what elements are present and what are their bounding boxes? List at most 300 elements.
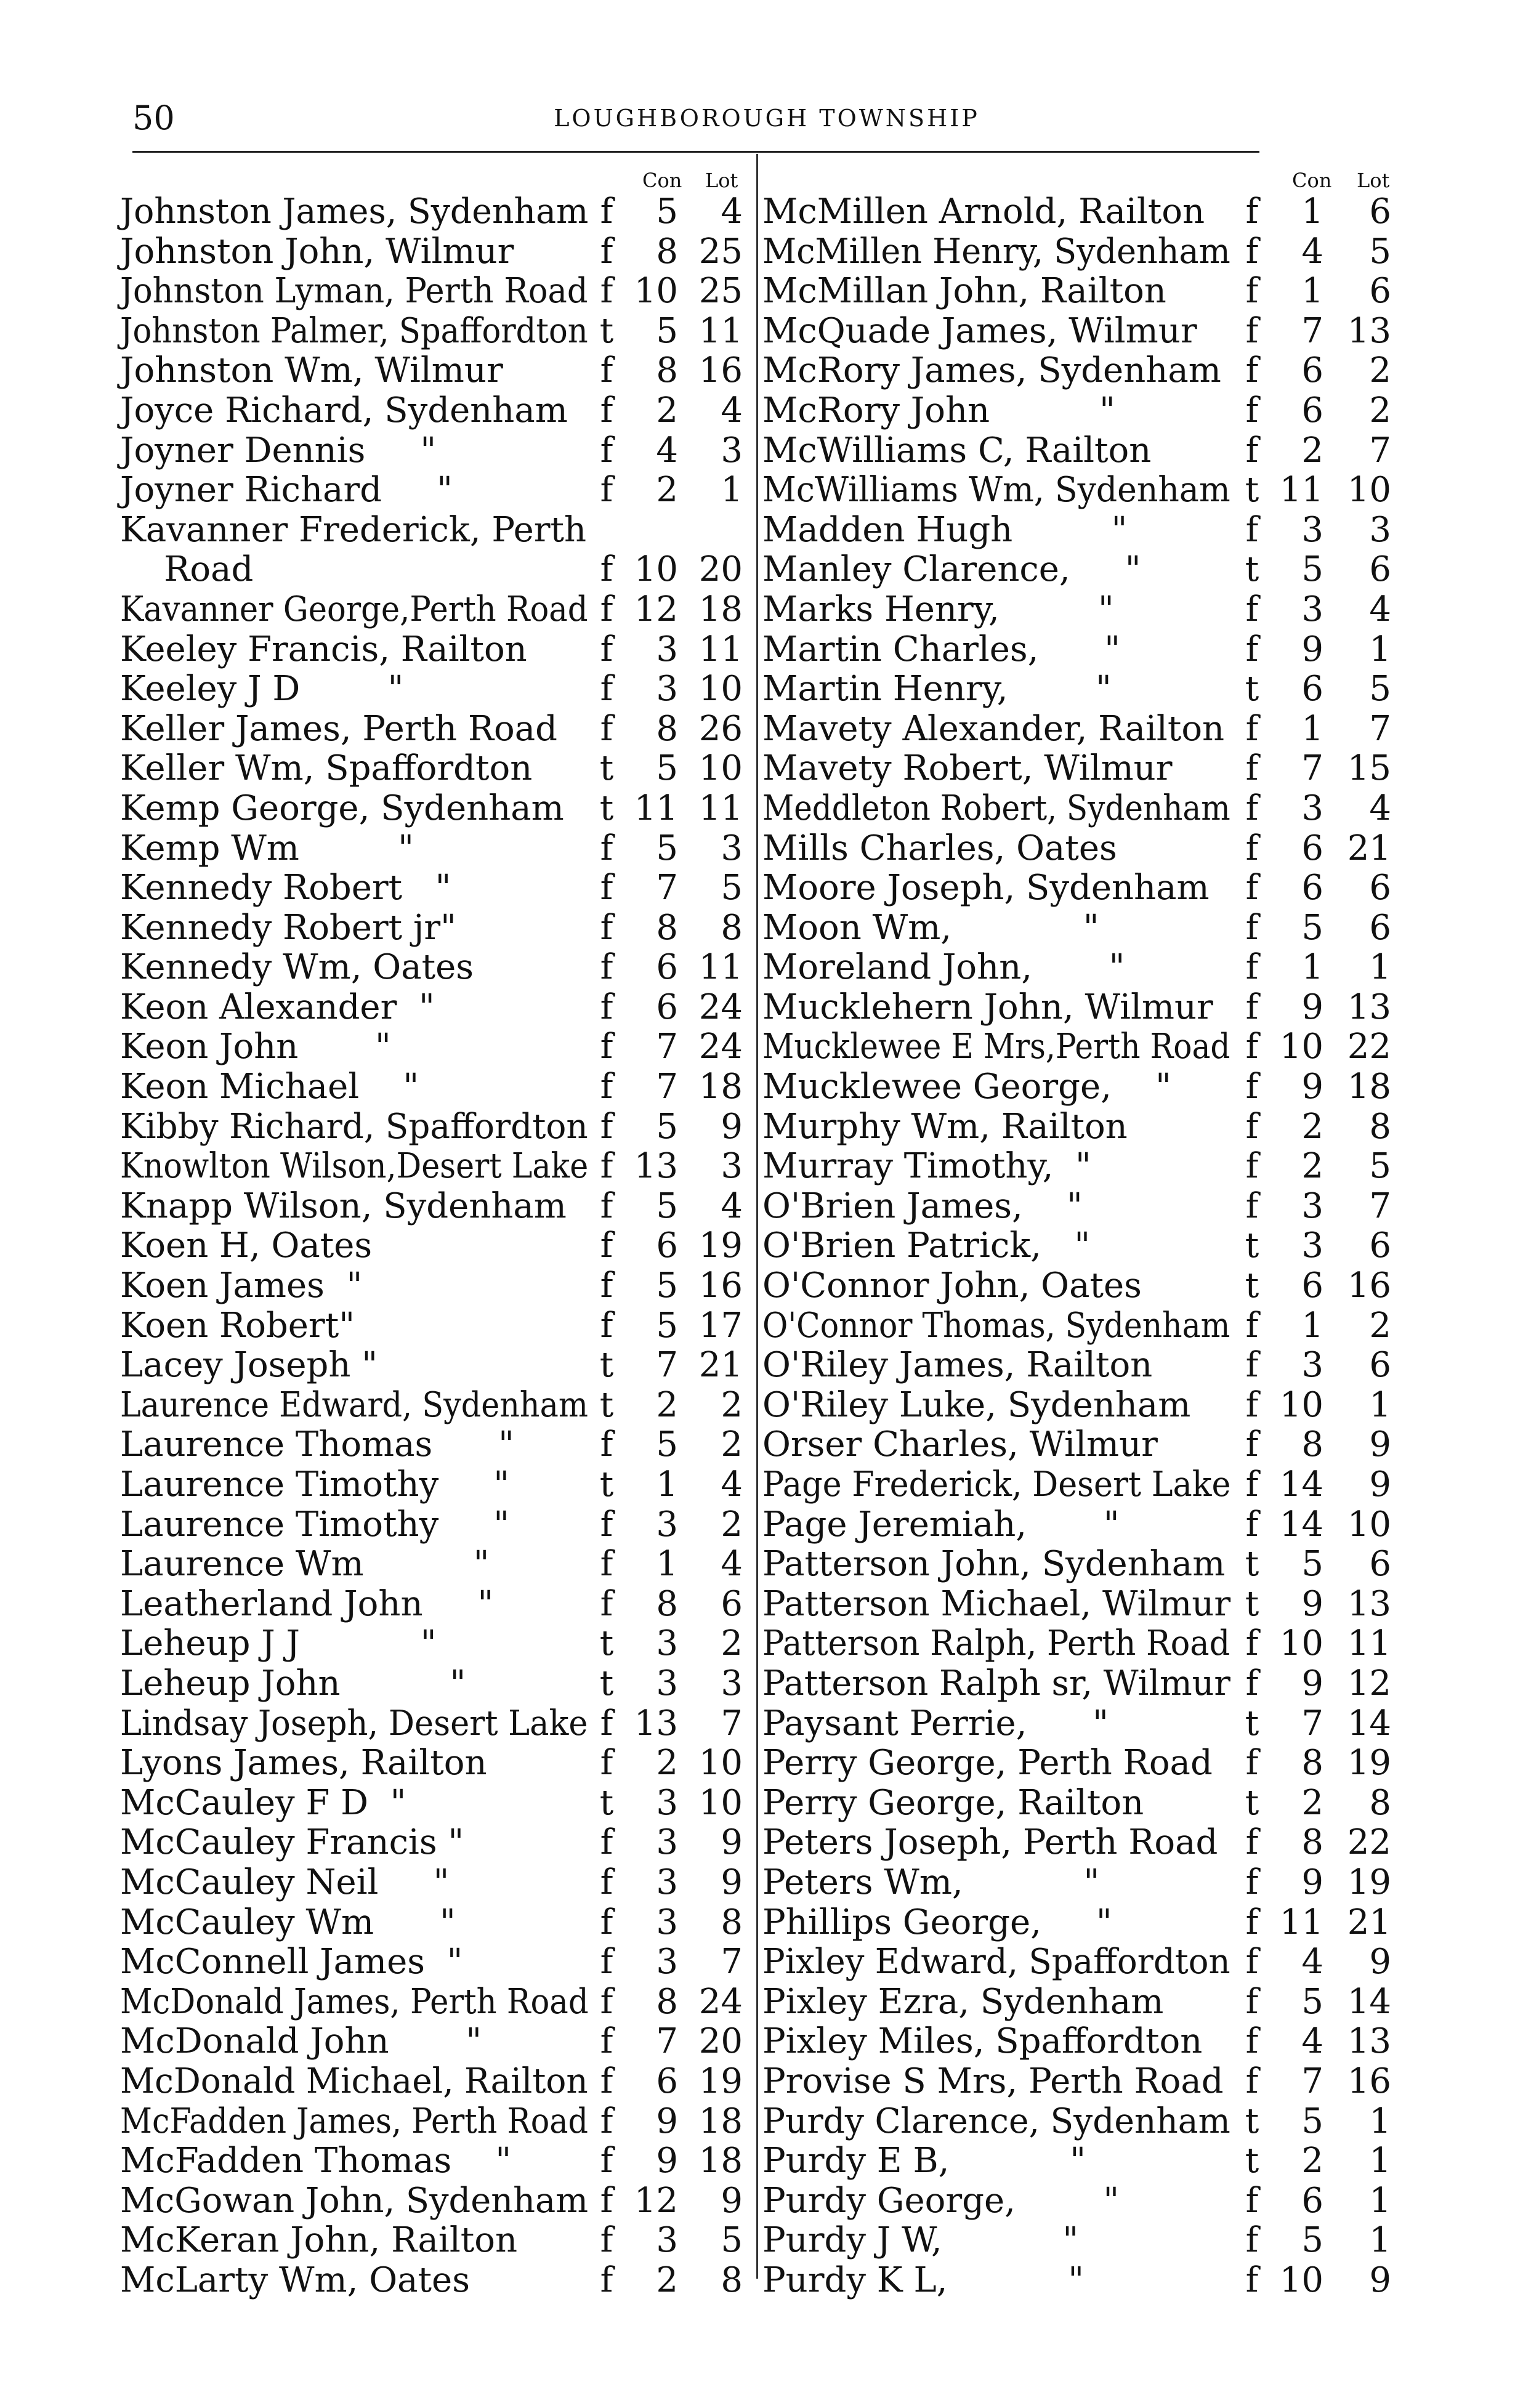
tenure-flag: f — [1245, 1942, 1259, 1982]
tenure-flag: f — [600, 1942, 613, 1982]
concession-number: 5 — [1301, 549, 1323, 590]
lot-number: 18 — [698, 2101, 743, 2141]
tenure-flag: f — [600, 1902, 613, 1942]
lot-number: 6 — [1369, 1544, 1391, 1585]
concession-number: 8 — [656, 231, 678, 272]
concession-number: 7 — [1301, 1703, 1323, 1743]
concession-number: 1 — [1301, 708, 1323, 749]
tenure-flag: t — [1245, 1226, 1259, 1266]
tenure-flag: f — [600, 1186, 613, 1226]
entry-name: Page Jeremiah, " — [762, 1504, 1120, 1545]
directory-entry — [120, 1942, 745, 1982]
directory-entry — [762, 1187, 1397, 1227]
entry-name: McCauley Francis " — [120, 1822, 464, 1863]
directory-entry — [762, 789, 1397, 829]
entry-name: O'Connor John, Oates — [762, 1266, 1142, 1306]
entry-name: Kemp Wm " — [120, 828, 414, 868]
concession-number: 5 — [1301, 2220, 1323, 2261]
directory-entry — [120, 1704, 745, 1744]
column-divider — [756, 154, 758, 2279]
tenure-flag: f — [1245, 2260, 1259, 2300]
directory-entry — [762, 1306, 1397, 1346]
concession-number: 6 — [1301, 390, 1323, 430]
tenure-flag: f — [600, 1862, 613, 1902]
directory-entry — [762, 511, 1397, 551]
concession-number: 8 — [656, 708, 678, 749]
entry-name: Johnston Palmer, Spaffordton — [120, 310, 588, 351]
tenure-flag: f — [600, 1146, 613, 1187]
tenure-flag: f — [600, 708, 613, 749]
lot-number: 21 — [1347, 828, 1391, 868]
directory-entry — [762, 2221, 1397, 2261]
lot-number: 10 — [1347, 470, 1391, 511]
concession-number: 9 — [1301, 629, 1323, 669]
concession-number: 7 — [656, 2021, 678, 2062]
tenure-flag: f — [600, 549, 613, 590]
concession-number: 2 — [656, 1384, 678, 1425]
entry-name: Leatherland John " — [120, 1583, 494, 1624]
directory-entry — [762, 232, 1397, 272]
directory-entry — [120, 2181, 745, 2221]
directory-entry — [120, 2221, 745, 2261]
entry-name: Madden Hugh " — [762, 509, 1128, 550]
tenure-flag: t — [599, 1663, 614, 1703]
lot-number: 6 — [1369, 1345, 1391, 1386]
concession-number: 8 — [1301, 1424, 1323, 1465]
entry-name: McFadden Thomas " — [120, 2141, 512, 2181]
concession-number: 3 — [1301, 1186, 1323, 1226]
entry-name: Murphy Wm, Railton — [762, 1106, 1128, 1147]
entry-name: Purdy J W, " — [762, 2220, 1079, 2261]
entry-name: Knapp Wilson, Sydenham — [120, 1186, 567, 1226]
entry-name: Purdy E B, " — [762, 2141, 1086, 2181]
directory-entry — [762, 2062, 1397, 2102]
concession-number: 8 — [656, 1583, 678, 1624]
tenure-flag: f — [1245, 1186, 1259, 1226]
entry-name: Patterson Ralph, Perth Road — [762, 1623, 1230, 1664]
directory-entry — [120, 630, 745, 670]
entry-name: Laurence Wm " — [120, 1544, 490, 1585]
lot-number: 5 — [1369, 231, 1391, 272]
entry-name: McDonald John " — [120, 2021, 482, 2062]
concession-number: 3 — [656, 1822, 678, 1863]
entry-name: Kemp George, Sydenham — [120, 788, 564, 828]
concession-number: 2 — [656, 470, 678, 511]
entry-name: Martin Charles, " — [762, 629, 1120, 669]
concession-number: 3 — [1301, 509, 1323, 550]
directory-entry — [762, 1067, 1397, 1107]
lot-number: 1 — [1369, 629, 1391, 669]
entry-name: Kennedy Wm, Oates — [120, 947, 474, 988]
directory-entry — [120, 1585, 745, 1625]
directory-entry — [120, 829, 745, 869]
entry-name: Perry George, Perth Road — [762, 1743, 1213, 1784]
directory-entry — [762, 471, 1397, 511]
directory-entry — [762, 948, 1397, 988]
concession-number: 1 — [656, 1544, 678, 1585]
directory-entry — [762, 1903, 1397, 1943]
tenure-flag: f — [600, 629, 613, 669]
tenure-flag: t — [599, 788, 614, 828]
lot-number: 2 — [721, 1623, 743, 1664]
directory-entry — [120, 351, 745, 391]
lot-number: 8 — [721, 1902, 743, 1942]
tenure-flag: f — [1245, 1146, 1259, 1187]
entry-name: O'Brien James, " — [762, 1186, 1083, 1226]
lot-number: 4 — [1369, 788, 1391, 828]
lot-number: 10 — [698, 748, 743, 789]
tenure-flag: f — [600, 390, 613, 430]
header-rule — [132, 151, 1259, 153]
lot-number: 1 — [1369, 947, 1391, 988]
lot-number: 6 — [721, 1583, 743, 1624]
lot-number: 3 — [721, 1663, 743, 1703]
right-column-header — [762, 161, 1397, 192]
tenure-flag: f — [1245, 509, 1259, 550]
lot-header: Lot — [705, 169, 738, 192]
directory-entry — [120, 1027, 745, 1067]
lot-number: 1 — [1369, 2101, 1391, 2141]
entry-name: Koen Robert" — [120, 1305, 355, 1346]
concession-number: 12 — [634, 2180, 678, 2221]
concession-number: 10 — [1279, 1384, 1323, 1425]
entry-name: Kennedy Robert jr" — [120, 907, 456, 948]
lot-number: 15 — [1347, 748, 1391, 789]
tenure-flag: f — [1245, 1067, 1259, 1107]
directory-entry — [762, 988, 1397, 1028]
lot-number: 8 — [1369, 1106, 1391, 1147]
directory-entry — [762, 1704, 1397, 1744]
directory-entry — [120, 1067, 745, 1107]
lot-number: 10 — [698, 1782, 743, 1823]
directory-entry — [120, 511, 745, 551]
directory-entry — [762, 1425, 1397, 1465]
lot-number: 9 — [1369, 1424, 1391, 1465]
entry-name: Murray Timothy, " — [762, 1146, 1091, 1187]
tenure-flag: f — [1245, 1027, 1259, 1067]
lot-number: 20 — [698, 2021, 743, 2062]
directory-entry — [120, 1664, 745, 1704]
lot-number: 3 — [721, 430, 743, 471]
directory-entry — [762, 1863, 1397, 1903]
directory-entry — [120, 1743, 745, 1784]
tenure-flag: f — [600, 470, 613, 511]
entry-name: Lacey Joseph " — [120, 1345, 378, 1386]
lot-number: 13 — [1347, 1583, 1391, 1624]
directory-entry — [762, 1147, 1397, 1187]
concession-number: 3 — [656, 669, 678, 709]
tenure-flag: f — [600, 2141, 613, 2181]
entry-name: Keller Wm, Spaffordton — [120, 748, 533, 789]
tenure-flag: f — [1245, 2180, 1259, 2221]
entry-name: Mucklehern John, Wilmur — [762, 987, 1213, 1027]
lot-number: 21 — [698, 1345, 743, 1386]
directory-entry — [762, 1027, 1397, 1067]
tenure-flag: t — [1245, 1782, 1259, 1823]
entry-name: Joyner Richard " — [120, 470, 453, 511]
directory-entry — [120, 1982, 745, 2022]
concession-number: 6 — [1301, 1266, 1323, 1306]
tenure-flag: t — [599, 1623, 614, 1664]
tenure-flag: f — [600, 1981, 613, 2022]
directory-entry — [120, 312, 745, 352]
concession-number: 14 — [1279, 1465, 1323, 1505]
tenure-flag: f — [600, 1743, 613, 1784]
lot-number: 10 — [1347, 1504, 1391, 1545]
entry-name: Manley Clarence, " — [762, 549, 1141, 590]
tenure-flag: f — [1245, 708, 1259, 749]
page-title: LOUGHBOROUGH TOWNSHIP — [554, 105, 980, 132]
lot-number: 13 — [1347, 2021, 1391, 2062]
tenure-flag: f — [1245, 1663, 1259, 1703]
directory-entry — [762, 1743, 1397, 1784]
concession-number: 8 — [656, 350, 678, 391]
lot-number: 10 — [698, 669, 743, 709]
entry-name: McCauley Wm " — [120, 1902, 456, 1942]
entry-name: O'Brien Patrick, " — [762, 1226, 1091, 1266]
concession-number: 7 — [1301, 2061, 1323, 2101]
entry-name: McCauley Neil " — [120, 1862, 450, 1902]
concession-number: 10 — [1279, 2260, 1323, 2300]
directory-entry — [762, 2141, 1397, 2181]
directory-entry — [762, 431, 1397, 471]
lot-number: 7 — [1369, 1186, 1391, 1226]
concession-number: 5 — [1301, 1544, 1323, 1585]
tenure-flag: f — [1245, 828, 1259, 868]
directory-entry — [762, 829, 1397, 869]
lot-number: 9 — [721, 1106, 743, 1147]
directory-entry — [120, 431, 745, 471]
lot-number: 5 — [1369, 669, 1391, 709]
tenure-flag: f — [1245, 868, 1259, 908]
concession-number: 6 — [656, 987, 678, 1027]
concession-number: 3 — [656, 2220, 678, 2261]
concession-number: 5 — [1301, 907, 1323, 948]
entry-name: Moreland John, " — [762, 947, 1125, 988]
lot-number: 6 — [1369, 192, 1391, 232]
tenure-flag: f — [1245, 430, 1259, 471]
lot-number: 13 — [1347, 987, 1391, 1027]
lot-number: 7 — [1369, 430, 1391, 471]
tenure-flag: t — [599, 748, 614, 789]
lot-number: 19 — [1347, 1862, 1391, 1902]
concession-number: 3 — [656, 1902, 678, 1942]
entry-name: Purdy Clarence, Sydenham — [762, 2101, 1230, 2141]
directory-entry — [120, 2261, 745, 2301]
tenure-flag: f — [600, 669, 613, 709]
entry-name: Road — [120, 549, 254, 590]
directory-entry — [120, 1306, 745, 1346]
directory-entry — [120, 1226, 745, 1266]
concession-number: 9 — [1301, 1583, 1323, 1624]
directory-entry — [120, 1386, 745, 1426]
concession-number: 10 — [634, 549, 678, 590]
directory-entry — [762, 2022, 1397, 2062]
directory-entry — [120, 192, 745, 232]
directory-entry — [120, 2102, 745, 2142]
tenure-flag: f — [600, 1424, 613, 1465]
tenure-flag: f — [1245, 1981, 1259, 2022]
directory-entry — [762, 272, 1397, 312]
directory-entry — [762, 1266, 1397, 1306]
directory-entry — [762, 1823, 1397, 1863]
directory-entry — [120, 550, 745, 590]
entry-name: McCauley F D " — [120, 1782, 406, 1823]
concession-number: 5 — [656, 748, 678, 789]
concession-number: 3 — [656, 1782, 678, 1823]
entry-name: Leheup John " — [120, 1663, 466, 1703]
tenure-flag: f — [1245, 1384, 1259, 1425]
lot-number: 16 — [698, 1266, 743, 1306]
entry-name: Marks Henry, " — [762, 589, 1114, 629]
concession-number: 14 — [1279, 1504, 1323, 1545]
lot-number: 21 — [1347, 1902, 1391, 1942]
concession-number: 10 — [1279, 1623, 1323, 1664]
directory-entry — [120, 1624, 745, 1664]
concession-number: 9 — [1301, 1862, 1323, 1902]
tenure-flag: f — [1245, 1305, 1259, 1346]
lot-number: 18 — [698, 2141, 743, 2181]
entry-name: Joyce Richard, Sydenham — [120, 390, 568, 430]
concession-number: 11 — [1279, 1902, 1323, 1942]
directory-entry — [762, 1624, 1397, 1664]
concession-number: 6 — [1301, 868, 1323, 908]
entry-name: McFadden James, Perth Road — [120, 2101, 588, 2141]
concession-number: 6 — [656, 2061, 678, 2101]
tenure-flag: f — [600, 828, 613, 868]
concession-number: 3 — [656, 1663, 678, 1703]
concession-number: 2 — [656, 390, 678, 430]
concession-number: 12 — [634, 589, 678, 629]
entry-name: Mucklewee George, " — [762, 1067, 1171, 1107]
entry-name: Provise S Mrs, Perth Road — [762, 2061, 1224, 2101]
directory-entry — [762, 1585, 1397, 1625]
tenure-flag: f — [600, 1067, 613, 1107]
lot-number: 5 — [721, 868, 743, 908]
concession-number: 7 — [1301, 748, 1323, 789]
tenure-flag: f — [1245, 1822, 1259, 1863]
lot-number: 19 — [1347, 1743, 1391, 1784]
concession-number: 6 — [656, 1226, 678, 1266]
tenure-flag: f — [600, 2180, 613, 2221]
concession-number: 2 — [1301, 1782, 1323, 1823]
concession-number: 9 — [656, 2101, 678, 2141]
tenure-flag: f — [600, 1822, 613, 1863]
lot-number: 1 — [1369, 2141, 1391, 2181]
tenure-flag: f — [600, 231, 613, 272]
lot-number: 2 — [1369, 1305, 1391, 1346]
entry-name: Moore Joseph, Sydenham — [762, 868, 1210, 908]
tenure-flag: t — [1245, 1703, 1259, 1743]
entry-name: Koen James " — [120, 1266, 363, 1306]
entry-name: Meddleton Robert, Sydenham — [762, 788, 1230, 828]
entry-name: O'Riley Luke, Sydenham — [762, 1384, 1191, 1425]
entry-name: McWilliams Wm, Sydenham — [762, 470, 1230, 511]
entry-name: Keller James, Perth Road — [120, 708, 557, 749]
lot-number: 8 — [721, 907, 743, 948]
tenure-flag: f — [600, 1106, 613, 1147]
tenure-flag: t — [1245, 669, 1259, 709]
entry-name: McRory James, Sydenham — [762, 350, 1221, 391]
tenure-flag: f — [600, 271, 613, 312]
lot-number: 11 — [698, 629, 743, 669]
directory-entry — [762, 630, 1397, 670]
directory-entry — [120, 590, 745, 630]
concession-number: 2 — [1301, 1146, 1323, 1187]
directory-entry — [120, 1903, 745, 1943]
concession-number: 5 — [656, 310, 678, 351]
concession-number: 11 — [1279, 470, 1323, 511]
tenure-flag: f — [600, 2220, 613, 2261]
tenure-flag: f — [600, 907, 613, 948]
entry-name: Johnston James, Sydenham — [120, 192, 589, 232]
directory-entry — [120, 1147, 745, 1187]
directory-entry — [120, 1425, 745, 1465]
directory-entry — [762, 1107, 1397, 1147]
tenure-flag: f — [1245, 271, 1259, 312]
lot-number: 4 — [721, 1186, 743, 1226]
directory-entry — [120, 1823, 745, 1863]
lot-number: 11 — [698, 788, 743, 828]
concession-number: 5 — [1301, 1981, 1323, 2022]
directory-entry — [762, 1386, 1397, 1426]
left-column — [120, 161, 745, 2300]
tenure-flag: f — [1245, 1623, 1259, 1664]
lot-number: 14 — [1347, 1981, 1391, 2022]
tenure-flag: f — [1245, 310, 1259, 351]
directory-entry — [762, 391, 1397, 431]
lot-number: 24 — [698, 1981, 743, 2022]
directory-entry — [762, 192, 1397, 232]
right-column — [762, 161, 1397, 2300]
lot-number: 20 — [698, 549, 743, 590]
entry-name: Kavanner Frederick, Perth — [120, 509, 587, 550]
entry-name: McWilliams C, Railton — [762, 430, 1152, 471]
directory-entry — [120, 471, 745, 511]
lot-number: 2 — [1369, 350, 1391, 391]
entry-name: Mucklewee E Mrs,Perth Road — [762, 1027, 1230, 1067]
directory-entry — [120, 868, 745, 908]
concession-number: 6 — [1301, 2180, 1323, 2221]
entry-name: Joyner Dennis " — [120, 430, 437, 471]
directory-entry — [120, 1863, 745, 1903]
concession-number: 7 — [656, 1345, 678, 1386]
tenure-flag: f — [1245, 947, 1259, 988]
entry-name: Laurence Timothy " — [120, 1465, 509, 1505]
lot-number: 26 — [698, 708, 743, 749]
concession-number: 5 — [656, 1186, 678, 1226]
directory-entry — [762, 550, 1397, 590]
lot-number: 6 — [1369, 868, 1391, 908]
tenure-flag: f — [1245, 192, 1259, 232]
tenure-flag: f — [1245, 629, 1259, 669]
tenure-flag: f — [600, 947, 613, 988]
directory-entry — [762, 351, 1397, 391]
lot-number: 1 — [1369, 2180, 1391, 2221]
concession-number: 4 — [1301, 231, 1323, 272]
tenure-flag: f — [600, 1504, 613, 1545]
lot-number: 4 — [721, 1544, 743, 1585]
directory-entry — [120, 1545, 745, 1585]
tenure-flag: f — [600, 1544, 613, 1585]
directory-entry — [762, 1545, 1397, 1585]
lot-header: Lot — [1357, 169, 1390, 192]
entry-name: Keeley J D " — [120, 669, 404, 709]
lot-number: 8 — [721, 2260, 743, 2300]
entry-name: Patterson Ralph sr, Wilmur — [762, 1663, 1230, 1703]
entry-name: Moon Wm, " — [762, 907, 1099, 948]
tenure-flag: f — [600, 2260, 613, 2300]
